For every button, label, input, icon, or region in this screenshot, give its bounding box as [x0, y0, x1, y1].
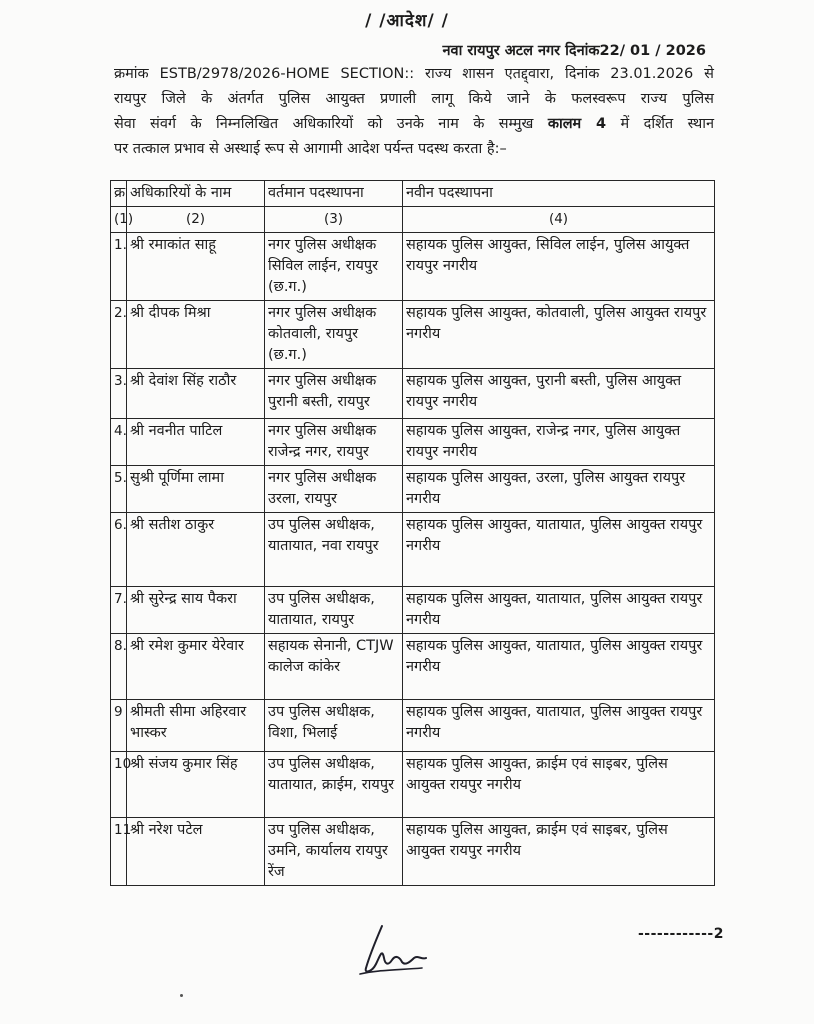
officer-name-cell: श्री संजय कुमार सिंह — [127, 752, 265, 818]
officer-name-cell: श्री नरेश पटेल — [127, 818, 265, 886]
table-row — [111, 419, 715, 466]
table-row — [111, 369, 715, 419]
current-posting-cell: नगर पुलिस अधीक्षक कोतवाली, रायपुर (छ.ग.) — [265, 301, 403, 369]
new-posting-cell: सहायक पुलिस आयुक्त, राजेन्द्र नगर, पुलिस आयुक्त रायपुर नगरीय — [403, 419, 715, 466]
serial-cell: 1. — [111, 233, 127, 301]
new-posting-cell: सहायक पुलिस आयुक्त, यातायात, पुलिस आयुक्त रायपुर नगरीय — [403, 513, 715, 587]
current-posting-cell: उप पुलिस अधीक्षक, यातायात, क्राईम, रायपुर — [265, 752, 403, 818]
new-posting-cell: सहायक पुलिस आयुक्त, सिविल लाईन, पुलिस आयुक्त रायपुर नगरीय — [403, 233, 715, 301]
serial-cell: 10 — [111, 752, 127, 818]
current-posting-cell: नगर पुलिस अधीक्षक सिविल लाईन, रायपुर (छ.ग.) — [265, 233, 403, 301]
officer-name-cell: श्रीमती सीमा अहिरवार भास्कर — [127, 700, 265, 752]
table-row — [111, 233, 715, 301]
officer-name-cell: श्री दीपक मिश्रा — [127, 301, 265, 369]
table-header-row — [111, 181, 715, 207]
new-posting-cell: सहायक पुलिस आयुक्त, यातायात, पुलिस आयुक्त रायपुर नगरीय — [403, 700, 715, 752]
table-column-number-row — [111, 207, 715, 233]
current-posting-cell: उप पुलिस अधीक्षक, यातायात, रायपुर — [265, 587, 403, 634]
new-posting-cell: सहायक पुलिस आयुक्त, पुरानी बस्ती, पुलिस आयुक्त रायपुर नगरीय — [403, 369, 715, 419]
intro-line-1: क्रमांक ESTB/2978/2026-HOME SECTION:: राज्य शासन एतद्द्वारा, दिनांक 23.01.2026 से — [114, 66, 714, 82]
header-current-posting: वर्तमान पदस्थापना — [265, 181, 403, 207]
column-number: (1) — [111, 207, 127, 233]
current-posting-cell: उप पुलिस अधीक्षक, उमनि, कार्यालय रायपुर रेंज — [265, 818, 403, 886]
serial-cell: 4. — [111, 419, 127, 466]
column-number: (2) — [127, 207, 265, 233]
serial-cell: 3. — [111, 369, 127, 419]
current-posting-cell: नगर पुलिस अधीक्षक पुरानी बस्ती, रायपुर — [265, 369, 403, 419]
current-posting-cell: उप पुलिस अधीक्षक, विशा, भिलाई — [265, 700, 403, 752]
order-intro-paragraph — [114, 62, 714, 162]
serial-cell: 2. — [111, 301, 127, 369]
table-row — [111, 752, 715, 818]
intro-line-4: पर तत्काल प्रभाव से अस्थाई रूप से आगामी आदेश पर्यन्त पदस्थ करता है:– — [114, 141, 507, 157]
serial-cell: 6. — [111, 513, 127, 587]
serial-cell: 7. — [111, 587, 127, 634]
serial-cell: 11 — [111, 818, 127, 886]
intro-bold-column: कालम 4 — [547, 116, 607, 132]
next-page-marker: ------------2 — [638, 926, 724, 942]
table-row — [111, 301, 715, 369]
table-row — [111, 700, 715, 752]
order-heading: / /आदेश/ / — [365, 11, 449, 31]
new-posting-cell: सहायक पुलिस आयुक्त, उरला, पुलिस आयुक्त रायपुर नगरीय — [403, 466, 715, 513]
intro-line-2: रायपुर जिले के अंतर्गत पुलिस आयुक्त प्रणाली लागू किये जाने के फलस्वरूप राज्य पुलिस — [114, 91, 714, 107]
table-row — [111, 587, 715, 634]
officer-name-cell: श्री रमेश कुमार येरेवार — [127, 634, 265, 700]
officer-name-cell: श्री देवांश सिंह राठौर — [127, 369, 265, 419]
officer-name-cell: सुश्री पूर्णिमा लामा — [127, 466, 265, 513]
officer-name-cell: श्री नवनीत पाटिल — [127, 419, 265, 466]
table-row — [111, 634, 715, 700]
table-row — [111, 513, 715, 587]
current-posting-cell: उप पुलिस अधीक्षक, यातायात, नवा रायपुर — [265, 513, 403, 587]
new-posting-cell: सहायक पुलिस आयुक्त, यातायात, पुलिस आयुक्त रायपुर नगरीय — [403, 587, 715, 634]
new-posting-cell: सहायक पुलिस आयुक्त, कोतवाली, पुलिस आयुक्त रायपुर नगरीय — [403, 301, 715, 369]
officer-name-cell: श्री रमाकांत साहू — [127, 233, 265, 301]
serial-cell: 9 — [111, 700, 127, 752]
header-officer-name: अधिकारियों के नाम — [127, 181, 265, 207]
table-row — [111, 818, 715, 886]
current-posting-cell: नगर पुलिस अधीक्षक उरला, रायपुर — [265, 466, 403, 513]
posting-table — [110, 180, 715, 886]
current-posting-cell: नगर पुलिस अधीक्षक राजेन्द्र नगर, रायपुर — [265, 419, 403, 466]
officer-name-cell: श्री सुरेन्द्र साय पैकरा — [127, 587, 265, 634]
new-posting-cell: सहायक पुलिस आयुक्त, क्राईम एवं साइबर, पुलिस आयुक्त रायपुर नगरीय — [403, 752, 715, 818]
new-posting-cell: सहायक पुलिस आयुक्त, क्राईम एवं साइबर, पुलिस आयुक्त रायपुर नगरीय — [403, 818, 715, 886]
place-and-date: नवा रायपुर अटल नगर दिनांक22/ 01 / 2026 — [442, 43, 706, 59]
new-posting-cell: सहायक पुलिस आयुक्त, यातायात, पुलिस आयुक्त रायपुर नगरीय — [403, 634, 715, 700]
current-posting-cell: सहायक सेनानी, CTJW कालेज कांकेर — [265, 634, 403, 700]
intro-line-3-text: सेवा संवर्ग के निम्नलिखित अधिकारियों को उनके नाम के सम्मुख — [114, 116, 534, 132]
serial-cell: 8. — [111, 634, 127, 700]
header-new-posting: नवीन पदस्थापना — [403, 181, 715, 207]
serial-cell: 5. — [111, 466, 127, 513]
table-row — [111, 466, 715, 513]
column-number: (3) — [265, 207, 403, 233]
intro-line-3 — [114, 112, 714, 137]
column-number: (4) — [403, 207, 715, 233]
intro-line-3-tail: में दर्शित स्थान — [620, 116, 715, 132]
paper-speck — [180, 994, 183, 997]
handwritten-signature — [352, 918, 432, 984]
officer-name-cell: श्री सतीश ठाकुर — [127, 513, 265, 587]
header-serial: क्र — [111, 181, 127, 207]
